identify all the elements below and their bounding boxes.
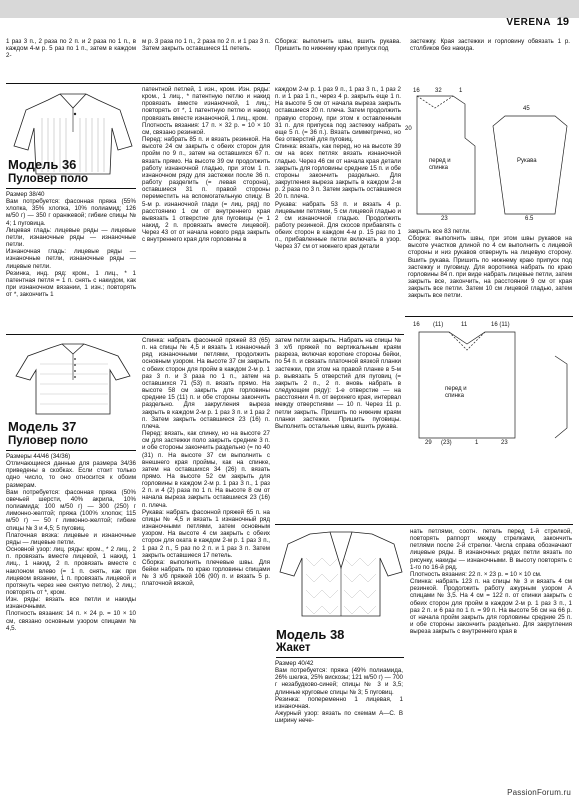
diagram1-top-label-2: 32 <box>435 88 442 94</box>
watermark: PassionForum.ru <box>507 788 571 797</box>
model36-col3-text: каждом 2-м р. 1 раз 9 п., 1 раз 3 п., 1 раз 2 п. и 1 раз 1 п., через 4 р. закрыть еще 1 п. На высоте 5 см от начала выреза закрыть оставшиеся 20 п. плеча. Затем продолжить правую сторону, при этом к оставленным 31 п. для припуска под застежку набрать еще 5 п. (= 36 п.). Вязать симметрично, но без отверстий для пуговиц. Спинка: вязать, как перед, но на высоте 39 см на всех петлях вязать изнаночной гладью. Через 46 см от начала края детали закрыть для горловины средние 15 п. и обе стороны закончить раздельно. Для закругления выреза закрыть в каждом 2-м р. 2 раза по 3 п. Затем закрыть оставшиеся 20 п. плеча. Рукава: набрать 53 п. и вязать 4 р. лицевыми петлями, 5 см лицевой гладью и 2 см изнаночной гладью. Продолжить работу резинкой. Для скосов прибавлять с обеих сторон в каждом 4-м р. 15 раз по 1 п., прибавленные петли включать в узор. Через 37 см от нижнего края детали <box>275 86 401 251</box>
diagram1-top-label-4: 45 <box>523 106 530 112</box>
col1-top-text: 1 раз 3 п., 2 раза по 2 п. и 2 раза по 1 п., в каждом 4-м р. 5 раз по 1 п., затем в каждом 2- <box>6 38 138 60</box>
model38-subtitle: Жакет <box>276 642 311 654</box>
col2-top-text: м р. 3 раза по 1 п., 2 раза по 2 п. и 1 раз 3 п. Затем закрыть оставшиеся 11 петель. <box>142 38 272 53</box>
model38-col3-text: Размер 40/42 Вам потребуется: пряжа (49% полиамида, 26% шелка, 25% вискозы; 121 м/50 г) — 700 г незабудково-синей; спицы № 3 и 3,5; длинные круговые спицы № 3; 5 пуговиц. Резинка: попеременно 1 лицевая, 1 изнаночная. Ажурный узор: вязать по схемам А—С. В ширину нече- <box>275 660 403 725</box>
rule-model36-37 <box>6 334 404 335</box>
magazine-name: VERENA <box>506 17 551 28</box>
rule-model37-38 <box>275 524 573 525</box>
model37-col3-text: затем петли закрыть. Набрать на спицы № 3 х/б пряжей по вертикальным краям разреза, включая короткие стороны бейки, по 54 п. и связать платочной вязкой планки застежки, при этом на правой планке в 5-м р. вывязать 5 отверстий для пуговиц (= закрыть 2 п., 2 п. вновь набрать в следующем ряду): 1-е отверстие — на расстоянии 4 п. от верхнего края, интервал между отверстиями — 10 п. Через 11 р. петли закрыть. Пришить по нижним краям планки застежки. Пришить пуговицы. Выполнить остальные швы, вшить рукава. <box>275 337 403 430</box>
diagram2-top-label-1: 16 <box>413 322 420 328</box>
diagram2-bottom-label-4: 23 <box>501 440 508 446</box>
model38-title: Модель 38 <box>276 627 345 642</box>
diagram1-top-label-1: 16 <box>413 88 420 94</box>
model36-col4-text: закрыть все 83 петли. Сборка: выполнить швы, при этом швы рукавов на высоте участков длиной по 4 см выполнить с лицевой стороны и низ рукавов отвернуть на лицевую сторону. Вшить рукава. Пришить по нижнему краю припуск под застежку и пуговицу. Для воротника набрать по краю горловины 84 п. при виде набрать лицевые петли, затем закрыть все, закончить, на расстоянии 9 см от края закрыть все петли. Затем 10 см лицевой гладью, затем закрыть все петли. <box>408 228 572 300</box>
diagram1-bottom-label-1: 23 <box>441 216 448 222</box>
page-number: 19 <box>556 16 569 28</box>
model36-col2-text: патентной петлей, 1 изн., кром. Изн. ряды: кром., 1 лиц., * патентную петлю и накид провязать вместе изнаночной, 1 лиц.; повторять от *, 1 патентную петлю и накид провязать вместе изнаночной, 1 лиц., кром. Плотность вязания: 17 п. × 32 р. = 10 × 10 см, связано резинкой. Перед: набрать 85 п. и вязать резинкой. На высоте 24 см закрыть с обеих сторон для пройм по 9 п., затем на оставшихся 67 п. вязать прямо. На высоте 39 см продолжить работу изнаночной гладью, при этом 1 п. изнаночном ряду для застежки после 36 п. работу разделить (= левая сторона), оставшиеся 31 п. правой стороны переместить на вспомогательную спицу. В 5-м р. изнаночной глади (= лиц. ряд) по расстоянию 1 см от внутреннего края вывязать 1 отверстие для пуговицы (= 1 накид, 2 п. провязать вместе лицевой). Через 43 от от начала нового ряда закрыть с внутреннего края для горловины в <box>142 86 270 244</box>
model36-subtitle: Пуловер поло <box>8 173 89 185</box>
col3-top-text: Сборка: выполнить швы, вшить рукава. Пришить по нижнему краю припуск под <box>275 38 403 53</box>
model37-pattern-diagram <box>405 320 573 450</box>
model38-illustration <box>276 528 406 620</box>
diagram2-bottom-label-2: (23) <box>441 440 452 446</box>
diagram2-piece-label: перед и спинка <box>445 386 467 399</box>
rule-model36-37-right <box>405 316 573 317</box>
model37-col1-text: Размеры 44/46 (34/36) Отличающиеся данные для размера 34/36 приведены в скобках. Если стоит только одно число, то оно относится к обоим размерам. Вам потребуется: фасонная пряжа (50% овечьей шерсти, 40% акрила, 10% полиамида; 100 м/50 г) — 300 (250) г лимонно-желтой; пряжа (100% хлопок; 115 м/50 г) — 50 г лимонно-желтой; гибкие спицы № 3 и 4,5; 5 пуговиц. Платочная вязка: лицевые и изнаночные ряды — лицевые петли. Основной узор: лиц. ряды: кром., * 2 лиц., 2 п. провязать вместе лицевой, 1 накид, 1 лиц., 1 накид, 2 п. провязать вместе с наклоном влево (= 1 п. снять, как при лицевом вязании, 1 п. провязать лицевой и протянуть через нее снятую петлю), 2 лиц.; повторять от *, кром. Изн. ряды: вязать все петли и накиды изнаночными. Плотность вязания: 14 п. × 24 р. = 10 × 10 см, связано основным узором спицами № 4,5. <box>6 453 136 632</box>
diagram2-bottom-label-3: 1 <box>475 440 479 446</box>
rule-top-left <box>6 83 270 84</box>
model36-title: Модель 36 <box>8 157 77 172</box>
model36-title-rule <box>6 188 136 189</box>
page-header <box>0 0 579 36</box>
diagram2-top-label-3: 11 <box>461 322 468 328</box>
diagram2-top-label-2: (11) <box>433 322 444 328</box>
model37-col2-text: Спинка: набрать фасонной пряжей 83 (65) п. на спицы № 4,5 и вязать 1 изнаночный ряд изнаночными петлями, продолжить основным узором. На высоте 37 см закрыть с обеих сторон для пройм в каждом 2-м р. 1 раз 3 п. и 3 раза по 1 п., затем на оставшихся 71 (53) п. вязать прямо. На высоте 58 см закрыть для горловины средние 15 (11) п. и обе стороны закончить раздельно. Для закругления выреза закрыть в каждом 2-м р. 1 раз 3 п. и 1 раз 2 п. Затем закрыть оставшиеся 23 (16) п. плеча. Перед: вязать, как спинку, но на высоте 27 см для застежки поло закрыть средние 3 п. и обе стороны закончить раздельно (= по 40 (31) п. На высоте 37 см выполнить с внешнего края проймы, как на спинке, затем на оставшихся 34 (26) п. вязать прямо. На высоте 52 см закрыть для горловины в каждом 2-м р. 1 раз 3 п., 1 раз 2 п. и 4 (2) раза по 1 п. На высоте 8 см от начала выреза закрыть оставшиеся 23 (16) п. плеча. Рукава: набрать фасонной пряжей 65 п. на спицы № 4,5 и вязать 1 изнаночный ряд изнаночными петлями, затем основным узором. На высоте 4 см закрыть с обеих сторон для оката в каждом 2-м р. 1 раз 3 п., 1 раз 2 п., 5 раз по 2 п. и 1 раз 3 п. Затем закрыть оставшиеся 17 петель. Сборка: выполнить плечевые швы. Для бейки набрать по краю горловины спицами № 3 х/б пряжей 106 (90) п. и вязать 5 р. платочной вязкой, <box>142 337 270 588</box>
diagram2-top-label-4: 16 (11) <box>491 322 510 328</box>
model37-subtitle: Пуловер поло <box>8 435 89 447</box>
diagram1-bottom-label-2: 6.5 <box>525 216 534 222</box>
diagram1-piece2-label: Рукава <box>517 158 537 164</box>
diagram2-bottom-label-1: 29 <box>425 440 432 446</box>
diagram1-left-label: 20 <box>405 126 412 132</box>
model37-title-rule <box>6 450 136 451</box>
model38-title-rule <box>276 657 404 658</box>
diagram1-top-label-3: 1 <box>459 88 463 94</box>
model37-illustration <box>8 340 138 418</box>
model38-col4-text: нать петлями, соотн. петель перед 1-й стрелкой, повторять раппорт между стрелками, закончить петлями после 2-й стрелки. Числа справа обозначают лицевые ряды. В изнаночных рядах петли вязать по рисунку, накиды — изнаночными. В высоту повторять с 1-го по 16-й ряд. Плотность вязания: 22 п. × 23 р. = 10 × 10 см. Спинка: набрать 123 п. на спицы № 3 и вязать 4 см резинкой. Продолжить работу ажурным узором А спицами № 3,5. На 4 см = 122 п. от спинки закрыть с обеих сторон для пройм в каждом 2-м р. 1 раз 3 п., 1 раз 2 п. и 6 раз по 1 п. = 99 п. На высоте 56 см на 66 р. от начала пройм закрыть для горловины средние 25 п. и обе стороны закончить раздельно. Для закругления выреза закрыть с внутреннего края в <box>410 528 572 636</box>
header-decorative-band <box>0 0 579 18</box>
col4-top-text: застежку. Края застежки и горловину обвязать 1 р. столбиков без накида. <box>410 38 572 53</box>
diagram1-piece1-label: перед и спинка <box>429 158 451 171</box>
model36-col1-text: Размер 38/40 Вам потребуется: фасонная пряжа (55% хлопка, 35% хлопка, 10% полиамид; 126 м/50 г) — 350 г оранжевой; гибкие спицы № 4; 1 пуговица. Лицевая гладь: лицевые ряды — лицевые петли, изнаночные ряды — изнаночные петли. Изнаночная гладь: лицевые ряды — изнаночные петли, изнаночные ряды — лицевые петли. Резинка, инд. ряд: кром., 1 лиц., * 1 патентная петля = 1 п. снять с накидом, как при изнаночном вязании, 1 изн.; повторять от *, закончить 1 <box>6 191 136 299</box>
model37-title: Модель 37 <box>8 419 77 434</box>
model36-pattern-diagram <box>405 86 573 226</box>
